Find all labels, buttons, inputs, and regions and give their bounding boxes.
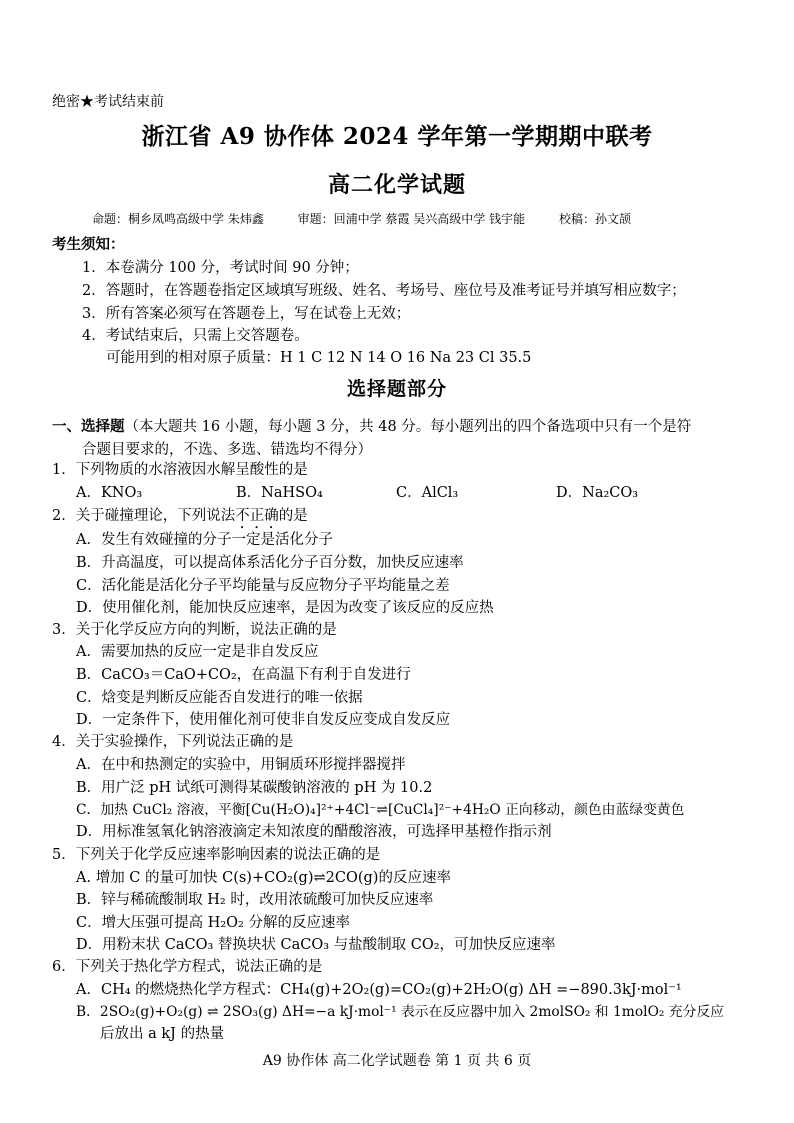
question-2-option-b: B．升高温度，可以提高体系活化分子百分数，加快反应速率: [76, 555, 464, 571]
question-4-stem: 4．关于实验操作，下列说法正确的是: [52, 734, 294, 750]
question-4-option-b: B．用广泛 pH 试纸可测得某碳酸钠溶液的 pH 为 10.2: [76, 780, 433, 796]
stem-text: 的是: [278, 508, 308, 524]
question-5-option-a: A. 增加 C 的量可加快 C(s)+CO₂(g)⇌2CO(g)的反应速率: [76, 870, 451, 886]
question-2-option-c: C．活化能是活化分子平均能量与反应物分子平均能量之差: [76, 578, 450, 594]
question-3-stem: 3．关于化学反应方向的判断，说法正确的是: [52, 622, 337, 638]
option-a: A．KNO₃: [76, 485, 143, 501]
part-instructions: [52, 415, 752, 462]
atomic-masses: 可能用到的相对原子质量：H 1 C 12 N 14 O 16 Na 23 Cl 35.5: [106, 350, 532, 366]
notice-heading: 考生须知：: [52, 236, 125, 253]
question-5-stem: 5．下列关于化学反应速率影响因素的说法正确的是: [52, 847, 381, 863]
question-4-option-a: A．在中和热测定的实验中，用铜质环形搅拌器搅拌: [76, 757, 406, 773]
exam-subtitle: 高二化学试题: [327, 172, 466, 198]
part-desc-1: （本大题共 16 小题，每小题 3 分，共 48 分。每小题列出的四个备选项中只有一个是符: [124, 419, 692, 435]
question-1-options: [76, 483, 716, 503]
question-1-stem: 1．下列物质的水溶液因水解呈酸性的是: [52, 462, 308, 478]
question-5-option-b: B．锌与稀硫酸制取 H₂ 时，改用浓硫酸可加快反应速率: [76, 892, 434, 908]
question-6-option-b-cont: 后放出 a kJ 的热量: [100, 1026, 225, 1042]
author-proposer: 命题：桐乡凤鸣高级中学 朱炜鑫: [92, 212, 264, 226]
option-c: C．AlCl₃: [396, 485, 459, 501]
notice-item: 4．考试结束后，只需上交答题卷。: [82, 328, 309, 344]
part-label: 一、选择题: [52, 418, 125, 435]
author-proofreader: 校稿：孙文颉: [558, 212, 631, 226]
option-b: B．NaHSO₄: [236, 485, 323, 501]
notice-item: 1．本卷满分 100 分，考试时间 90 分钟；: [82, 260, 359, 276]
question-4-option-d: D．用标准氢氧化钠溶液滴定未知浓度的醋酸溶液，可选择甲基橙作指示剂: [76, 824, 552, 840]
part-desc-2: 合题目要求的，不选、多选、错选均不得分）: [82, 442, 372, 458]
question-6-option-a: A．CH₄ 的燃烧热化学方程式：CH₄(g)+2O₂(g)=CO₂(g)+2H₂O(g) ΔH =−890.3kJ·mol⁻¹: [76, 982, 682, 998]
question-2-option-a: A．发生有效碰撞的分子一定是活化分子: [76, 532, 333, 548]
exam-title: 浙江省 A9 协作体 2024 学年第一学期期中联考: [141, 123, 653, 150]
question-5-option-c: C．增大压强可提高 H₂O₂ 分解的反应速率: [76, 915, 350, 931]
question-3-option-c: C．焓变是判断反应能否自发进行的唯一依据: [76, 690, 363, 706]
stem-text: 2．关于碰撞理论，下列说法: [52, 508, 236, 524]
notice-item: 3．所有答案必须写在答题卷上，写在试卷上无效；: [82, 306, 411, 322]
question-3-option-d: D．一定条件下，使用催化剂可使非自发反应变成自发反应: [76, 712, 451, 728]
question-2-option-d: D．使用催化剂，能加快反应速率，是因为改变了该反应的反应热: [76, 600, 494, 616]
option-d: D．Na₂CO₃: [556, 485, 639, 501]
question-3-option-b: B．CaCO₃＝CaO+CO₂，在高温下有利于自发进行: [76, 667, 411, 683]
question-5-option-d: D．用粉末状 CaCO₃ 替换块状 CaCO₃ 与盐酸制取 CO₂，可加快反应速率: [76, 937, 556, 953]
author-reviewers: 审题：回浦中学 蔡霞 吴兴高级中学 钱宇能: [297, 212, 526, 226]
stem-emphasis: 不正确: [235, 508, 279, 524]
notice-item: 2．答题时，在答题卷指定区域填写班级、姓名、考场号、座位号及准考证号并填写相应数字；: [82, 283, 686, 299]
question-4-option-c: C．加热 CuCl₂ 溶液，平衡[Cu(H₂O)₄]²⁺+4Cl⁻⇌[CuCl₄]²⁻+4H₂O 正向移动，颜色由蓝绿变黄色: [76, 802, 685, 818]
authors-line: [92, 209, 661, 229]
question-2-stem: [52, 506, 308, 532]
question-3-option-a: A．需要加热的反应一定是非自发反应: [76, 644, 319, 660]
page-footer: A9 协作体 高二化学试题卷 第 1 页 共 6 页: [262, 1053, 532, 1069]
section-heading: 选择题部分: [346, 378, 447, 400]
secret-label: 绝密★考试结束前: [52, 94, 164, 110]
question-6-option-b: B．2SO₂(g)+O₂(g) ⇌ 2SO₃(g) ΔH=−a kJ·mol⁻¹ 表示在反应器中加入 2molSO₂ 和 1molO₂ 充分反应: [76, 1004, 724, 1020]
question-6-stem: 6．下列关于热化学方程式，说法正确的是: [52, 959, 323, 975]
